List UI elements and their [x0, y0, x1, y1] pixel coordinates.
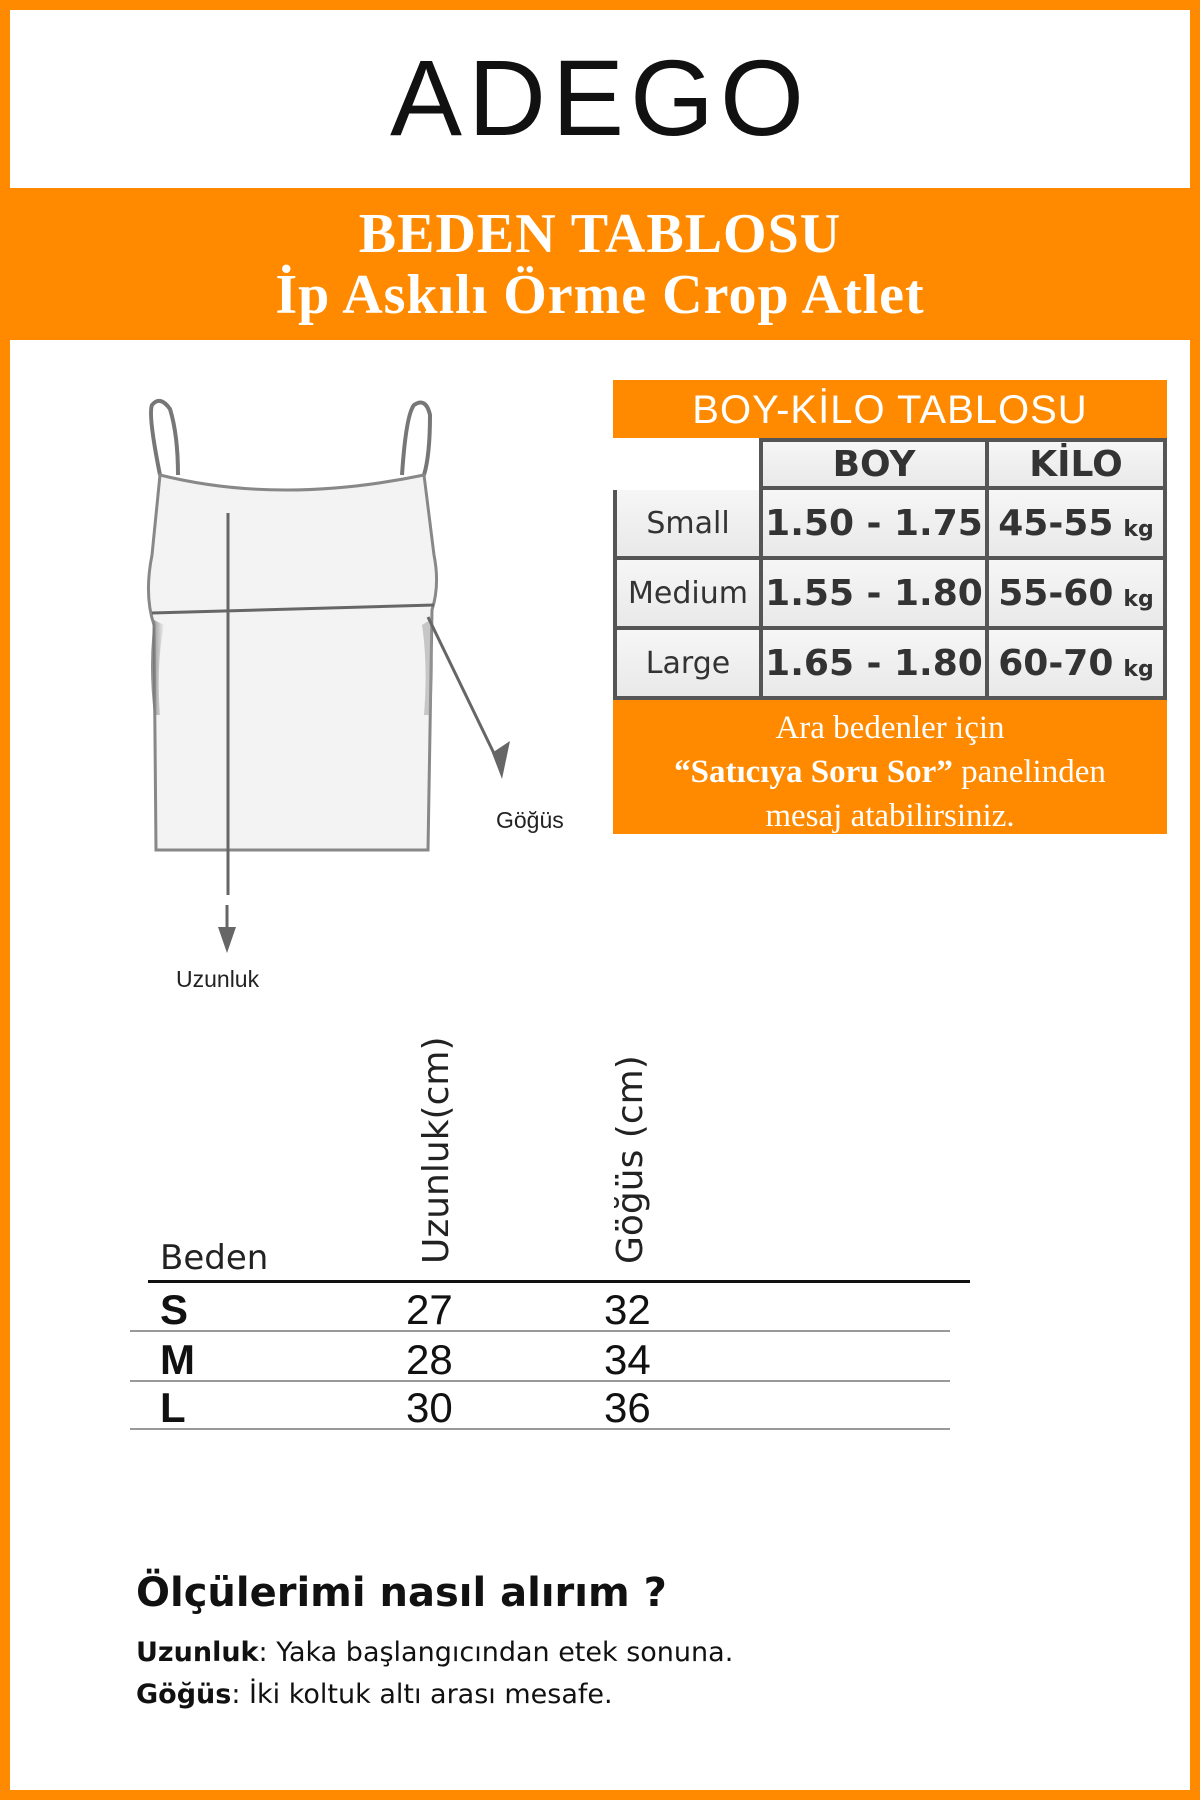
header-size: Beden — [160, 1238, 269, 1278]
chest-label: Göğüs — [496, 807, 564, 833]
header-length: Uzunluk(cm) — [416, 1036, 457, 1264]
chest-term: Göğüs — [136, 1679, 232, 1710]
note-line-1: Ara bedenler için — [775, 710, 1005, 746]
note-bold: “Satıcıya Soru Sor” — [674, 754, 953, 790]
kilo-cell — [989, 490, 1167, 560]
row-chest: 34 — [604, 1336, 651, 1383]
how-to-measure — [136, 1570, 733, 1716]
kilo-cell — [989, 560, 1167, 630]
row-length: 27 — [406, 1286, 453, 1333]
length-arrowhead — [212, 905, 242, 955]
size-cell: Small — [613, 490, 763, 560]
row-chest: 36 — [604, 1384, 651, 1431]
size-note — [613, 700, 1167, 834]
table-top-rule — [148, 1280, 970, 1283]
height-weight-row — [613, 490, 1167, 560]
row-size: L — [160, 1384, 186, 1431]
length-term: Uzunluk — [136, 1637, 259, 1668]
length-desc: : Yaka başlangıcından etek sonuna. — [258, 1637, 734, 1668]
row-chest: 32 — [604, 1286, 651, 1333]
row-length: 30 — [406, 1384, 453, 1431]
brand-logo: ADEGO — [389, 37, 811, 158]
kilo-value: 60-70 — [998, 642, 1114, 684]
length-label: Uzunluk — [176, 966, 260, 992]
table-row — [130, 1334, 950, 1382]
kilo-unit: kg — [1123, 516, 1154, 542]
row-size: S — [160, 1286, 189, 1333]
table-row — [130, 1284, 950, 1332]
how-to-length — [136, 1632, 733, 1674]
note-line-2-rest: panelinden — [952, 754, 1106, 790]
kilo-unit: kg — [1123, 586, 1154, 612]
boy-cell: 1.50 - 1.75 — [763, 490, 989, 560]
note-line-3: mesaj atabilirsiniz. — [765, 798, 1015, 834]
header-boy: BOY — [763, 438, 989, 490]
kilo-unit: kg — [1123, 656, 1154, 682]
how-to-chest — [136, 1674, 733, 1716]
kilo-value: 55-60 — [998, 572, 1114, 614]
size-cell: Large — [613, 630, 763, 700]
header-kilo: KİLO — [989, 438, 1167, 490]
chest-desc: : İki koltuk altı arası mesafe. — [231, 1679, 613, 1710]
header-empty-cell — [613, 438, 763, 490]
kilo-value: 45-55 — [998, 502, 1114, 544]
height-weight-row — [613, 560, 1167, 630]
title-banner — [10, 188, 1190, 340]
note-line-2 — [613, 750, 1167, 794]
height-weight-row — [613, 630, 1167, 700]
table-row — [130, 1382, 950, 1430]
banner-title: BEDEN TABLOSU — [358, 203, 842, 265]
height-weight-title: BOY-KİLO TABLOSU — [613, 380, 1167, 438]
height-weight-table — [613, 380, 1167, 834]
row-length: 28 — [406, 1336, 453, 1383]
height-weight-grid — [613, 438, 1167, 700]
boy-cell: 1.65 - 1.80 — [763, 630, 989, 700]
boy-cell: 1.55 - 1.80 — [763, 560, 989, 630]
banner-product: İp Askılı Örme Crop Atlet — [275, 264, 925, 326]
row-size: M — [160, 1336, 195, 1383]
kilo-cell — [989, 630, 1167, 700]
size-cell: Medium — [613, 560, 763, 630]
header-chest: Göğüs (cm) — [610, 1055, 651, 1264]
how-to-title: Ölçülerimi nasıl alırım ? — [136, 1570, 667, 1616]
height-weight-header-row — [613, 438, 1167, 490]
